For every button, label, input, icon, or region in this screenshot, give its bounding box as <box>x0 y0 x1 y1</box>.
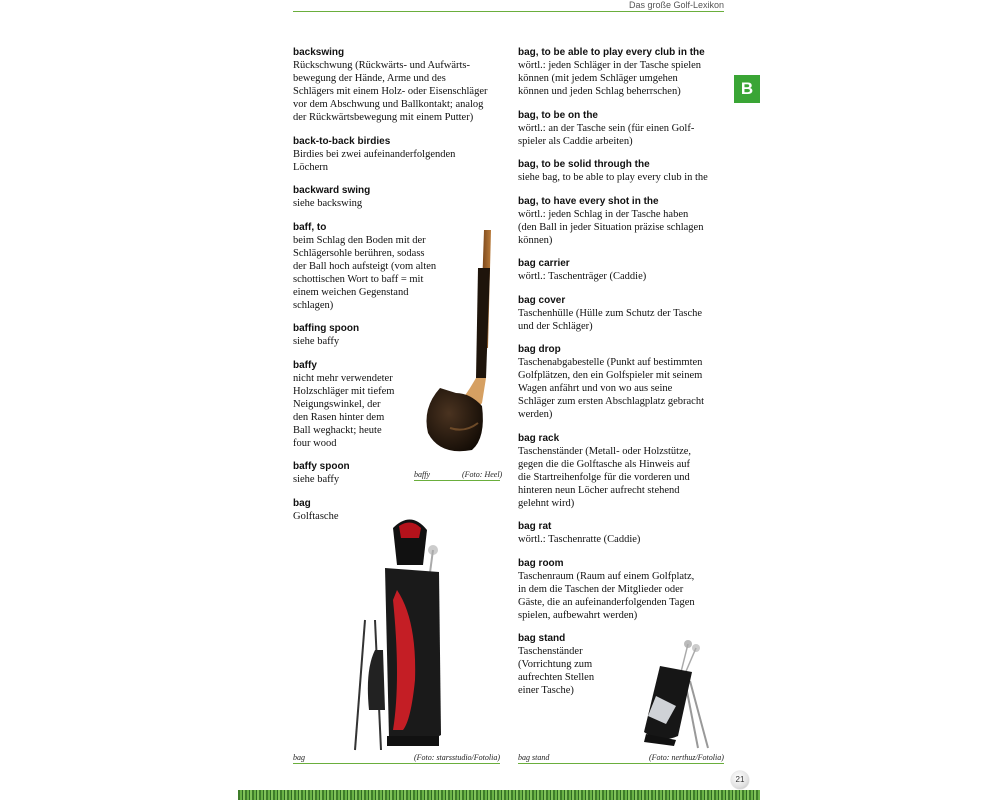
lexicon-entry <box>518 158 728 184</box>
lexicon-entry <box>518 46 728 98</box>
entry-definition-line: der Rückwärtsbewegung mit einem Putter) <box>293 112 474 123</box>
entry-term: bag drop <box>518 344 561 355</box>
caption-bag-stand-credit: (Foto: nerthuz/Fotolia) <box>649 753 724 762</box>
lexicon-entry <box>293 46 503 124</box>
baffy-club-image <box>420 228 500 468</box>
caption-baffy-label: baffy <box>414 470 430 479</box>
lexicon-entry <box>518 109 728 148</box>
entry-definition-line: Taschenraum (Raum auf einem Golfplatz, <box>518 570 695 582</box>
entry-definition-line: aufrechten Stellen <box>518 672 595 683</box>
entry-term: back-to-back birdies <box>293 135 391 147</box>
entry-definition-line: Neigungswinkel, der <box>293 398 381 410</box>
entry-definition-line: können und jeden Schlag beherrschen) <box>518 86 681 97</box>
entry-definition-line: vor dem Abschwung und Ballkontakt; analog <box>293 99 484 110</box>
entry-definition-line: Taschenständer (Metall- oder Holzstütze, <box>518 445 692 457</box>
entry-definition-line: Wagen anfährt und von wo aus seine <box>518 383 673 394</box>
entry-definition-line: wörtl.: jeden Schlag in der Tasche haben <box>518 208 689 220</box>
entry-definition-line: gelehnt wird) <box>518 497 575 509</box>
caption-bag-credit: (Foto: starsstudio/Fotolia) <box>414 753 500 762</box>
entry-definition-line: einer Tasche) <box>518 685 574 696</box>
entry-definition-line: Golfplätzen, den ein Golfspieler mit seinem <box>518 370 703 381</box>
entry-term: bag, to be on the <box>518 109 598 121</box>
entry-definition-line: schlagen) <box>293 299 334 311</box>
entry-term: bag stand <box>518 633 566 644</box>
entry-definition-line: schottischen Wort to baff = mit <box>293 273 424 285</box>
caption-baffy-rule <box>414 480 500 481</box>
entry-definition-line: die Startreihenfolge für die vorderen und <box>518 471 690 483</box>
entry-definition-line: Taschenhülle (Hülle zum Schutz der Tasche <box>518 307 703 319</box>
page-number-golfball: 21 <box>731 771 749 789</box>
entry-term: bag, to be solid through the <box>518 159 650 170</box>
bag-stand-image <box>630 636 725 751</box>
entry-definition-line: spieler als Caddie arbeiten) <box>518 135 633 147</box>
entry-definition-line: Löchern <box>293 161 328 173</box>
entry-definition-line: (Vorrichtung zum <box>518 659 593 670</box>
section-tab-letter: B <box>734 75 760 103</box>
caption-bag-rule <box>293 763 500 764</box>
entry-term: bag, to have every shot in the <box>518 195 659 207</box>
entry-definition-line: siehe backswing <box>293 198 363 209</box>
entry-term: bag carrier <box>518 258 570 269</box>
entry-definition-line: wörtl.: Taschenträger (Caddie) <box>518 271 647 282</box>
entry-term: backswing <box>293 47 345 58</box>
entry-definition-line: nicht mehr verwendeter <box>293 372 393 384</box>
entry-term: bag rack <box>518 432 560 444</box>
caption-bag-stand-label: bag stand <box>518 753 550 762</box>
entry-definition-line: wörtl.: Taschenratte (Caddie) <box>518 534 641 545</box>
lexicon-entry <box>518 294 728 333</box>
entry-definition-line: und der Schläger) <box>518 320 593 332</box>
lexicon-entry <box>293 184 503 210</box>
entry-definition-line: siehe baffy <box>293 474 340 485</box>
entry-definition-line: hinteren neun Löcher aufrecht stehend <box>518 484 680 496</box>
entry-definition-line: können) <box>518 234 553 246</box>
entry-definition-line: werden) <box>518 409 553 420</box>
entry-definition-line: Schlägersohle berühren, sodass <box>293 247 425 259</box>
entry-term: baffy spoon <box>293 461 350 472</box>
running-header-title: Das große Golf-Lexikon <box>628 0 724 10</box>
entry-term: bag room <box>518 557 564 569</box>
entry-definition-line: four wood <box>293 437 337 449</box>
entry-definition-line: in dem die Taschen der Mitglieder oder <box>518 583 684 595</box>
entry-definition-line: gegen die die Golftasche als Hinweis auf <box>518 458 691 470</box>
entry-definition-line: Holzschläger mit tiefem <box>293 385 395 397</box>
entry-definition-line: Schlägers mit einem Holz- oder Eisenschläger <box>293 86 488 97</box>
entry-definition-line: beim Schlag den Boden mit der <box>293 234 426 246</box>
entry-definition-line: Gäste, die an aufeinanderfolgenden Tagen <box>518 596 695 608</box>
entry-term: bag rat <box>518 521 552 532</box>
grass-footer-strip <box>238 790 760 800</box>
entry-definition-line: wörtl.: an der Tasche sein (für einen Golf- <box>518 122 695 134</box>
entry-term: backward swing <box>293 185 371 196</box>
right-column <box>518 46 728 708</box>
entry-definition-line: siehe baffy <box>293 336 340 347</box>
lexicon-entry <box>518 557 728 622</box>
lexicon-entry <box>293 135 503 174</box>
entry-definition-line: bewegung der Hände, Arme und des <box>293 73 446 84</box>
entry-definition-line: spielen, aufbewahrt werden) <box>518 609 638 621</box>
entry-definition-line: Ball weghackt; heute <box>293 424 382 436</box>
lexicon-entry <box>518 195 728 247</box>
caption-bag-stand-rule <box>518 763 724 764</box>
entry-term: baff, to <box>293 221 327 233</box>
entry-definition-line: siehe bag, to be able to play every club in the <box>518 172 708 183</box>
golf-bag-image <box>345 510 455 755</box>
entry-term: bag <box>293 497 311 509</box>
entry-definition-line: Taschenständer <box>518 646 583 657</box>
entry-definition-line: (den Ball in jeder Situation präzise schlagen <box>518 221 704 233</box>
caption-bag-label: bag <box>293 753 305 762</box>
header-rule <box>293 11 724 12</box>
entry-definition-line: Schläger zum ersten Abschlagplatz gebracht <box>518 396 705 407</box>
caption-baffy-credit: (Foto: Heel) <box>462 470 503 479</box>
entry-definition-line: können (mit jedem Schläger umgehen <box>518 73 678 84</box>
entry-definition-line: Taschenabgabestelle (Punkt auf bestimmten <box>518 357 703 368</box>
entry-definition-line: Birdies bei zwei aufeinanderfolgenden <box>293 148 456 160</box>
entry-term: bag cover <box>518 294 566 306</box>
entry-term: baffy <box>293 359 317 371</box>
entry-definition-line: Rückschwung (Rückwärts- und Aufwärts- <box>293 60 471 71</box>
lexicon-entry <box>518 343 728 421</box>
entry-definition-line: der Ball hoch aufsteigt (vom alten <box>293 260 437 272</box>
entry-definition-line: wörtl.: jeden Schläger in der Tasche spielen <box>518 60 702 71</box>
entry-term: bag, to be able to play every club in the <box>518 47 705 58</box>
entry-definition-line: Golftasche <box>293 510 339 522</box>
lexicon-entry <box>518 432 728 510</box>
entry-definition-line: den Rasen hinter dem <box>293 411 385 423</box>
lexicon-entry <box>518 520 728 546</box>
entry-term: baffing spoon <box>293 323 360 334</box>
lexicon-entry <box>518 257 728 283</box>
entry-definition-line: einem weichen Gegenstand <box>293 286 409 298</box>
